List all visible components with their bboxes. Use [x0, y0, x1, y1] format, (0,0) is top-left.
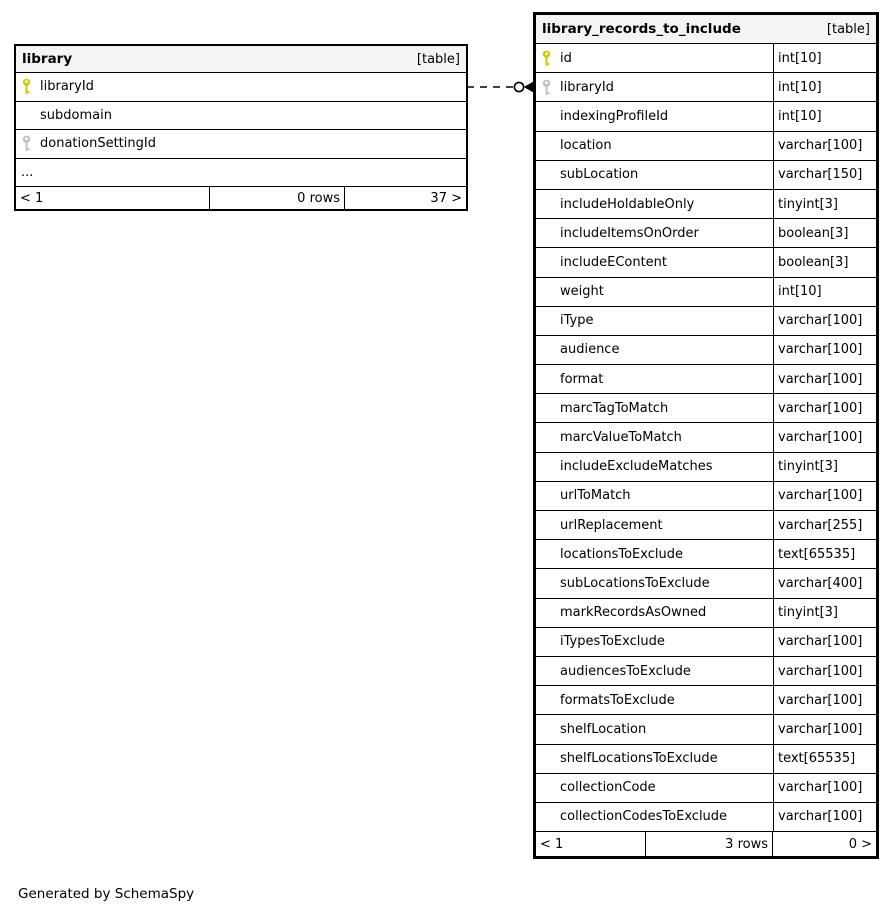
column-row-libraryId — [536, 73, 876, 102]
table-paginator-library — [16, 187, 466, 209]
column-row-indexingProfileId — [536, 102, 876, 131]
paginator-row-count: 0 rows — [210, 187, 345, 209]
column-name: donationSettingId — [40, 136, 156, 152]
column-row-iTypesToExclude — [536, 628, 876, 657]
table-node-library — [14, 44, 468, 211]
column-name: subLocationsToExclude — [560, 575, 710, 591]
table-columns-library — [16, 73, 466, 187]
table-columns-library-records-to-include — [536, 44, 876, 832]
column-row-includeEContent — [536, 248, 876, 277]
column-type: boolean[3] — [773, 219, 876, 247]
table-type-badge: [table] — [826, 21, 870, 37]
column-name: urlReplacement — [560, 517, 663, 533]
column-type: int[10] — [773, 278, 876, 306]
table-header-library-records-to-include[interactable] — [536, 15, 876, 44]
table-type-badge: [table] — [416, 51, 460, 67]
column-type: text[65535] — [773, 540, 876, 568]
column-row-ellipsis — [16, 159, 466, 188]
column-type: int[10] — [773, 73, 876, 101]
column-name: locationsToExclude — [560, 546, 683, 562]
column-name: includeItemsOnOrder — [560, 225, 699, 241]
primary-key-icon — [21, 78, 40, 95]
column-name: libraryId — [560, 79, 614, 95]
column-type: int[10] — [773, 102, 876, 130]
column-row-audience — [536, 336, 876, 365]
column-type: varchar[100] — [773, 686, 876, 714]
foreign-key-icon — [541, 79, 560, 96]
column-name: id — [560, 50, 572, 66]
column-row-includeExcludeMatches — [536, 453, 876, 482]
column-type: boolean[3] — [773, 248, 876, 276]
column-row-location — [536, 132, 876, 161]
column-type: varchar[100] — [773, 132, 876, 160]
column-row-formatsToExclude — [536, 686, 876, 715]
column-type: int[10] — [773, 44, 876, 72]
column-type: text[65535] — [773, 745, 876, 773]
table-name[interactable]: library — [22, 51, 73, 67]
paginator-next[interactable]: 37 > — [430, 190, 462, 206]
column-name: shelfLocationsToExclude — [560, 751, 718, 767]
generated-by-note: Generated by SchemaSpy — [18, 886, 195, 902]
column-name: iType — [560, 313, 594, 329]
column-type: varchar[100] — [773, 423, 876, 451]
column-row-libraryId — [16, 73, 466, 102]
column-row-collectionCode — [536, 774, 876, 803]
column-row-includeHoldableOnly — [536, 190, 876, 219]
column-type: varchar[100] — [773, 482, 876, 510]
column-type: varchar[100] — [773, 394, 876, 422]
column-name: libraryId — [40, 79, 94, 95]
column-row-shelfLocation — [536, 715, 876, 744]
paginator-next[interactable]: 0 > — [848, 836, 872, 852]
column-row-subdomain — [16, 102, 466, 131]
column-name: ... — [21, 164, 34, 180]
column-row-collectionCodesToExclude — [536, 803, 876, 832]
column-name: indexingProfileId — [560, 108, 669, 124]
column-type: varchar[100] — [773, 336, 876, 364]
column-row-markRecordsAsOwned — [536, 599, 876, 628]
column-row-marcValueToMatch — [536, 423, 876, 452]
column-type: tinyint[3] — [773, 190, 876, 218]
column-type: varchar[100] — [773, 628, 876, 656]
column-type: varchar[400] — [773, 569, 876, 597]
table-header-library[interactable] — [16, 46, 466, 73]
column-type: varchar[100] — [773, 803, 876, 831]
column-name: urlToMatch — [560, 488, 631, 504]
column-name: subLocation — [560, 167, 639, 183]
column-row-urlReplacement — [536, 511, 876, 540]
column-row-iType — [536, 307, 876, 336]
column-row-weight — [536, 278, 876, 307]
column-name: includeEContent — [560, 254, 668, 270]
column-name: marcTagToMatch — [560, 400, 669, 416]
column-type: varchar[100] — [773, 715, 876, 743]
column-name: markRecordsAsOwned — [560, 605, 707, 621]
table-node-library-records-to-include — [533, 12, 879, 859]
column-name: audience — [560, 342, 620, 358]
column-row-urlToMatch — [536, 482, 876, 511]
column-name: subdomain — [40, 107, 112, 123]
column-name: iTypesToExclude — [560, 634, 665, 650]
column-row-subLocation — [536, 161, 876, 190]
column-name: includeExcludeMatches — [560, 459, 713, 475]
column-row-audiencesToExclude — [536, 657, 876, 686]
column-row-locationsToExclude — [536, 540, 876, 569]
table-name[interactable]: library_records_to_include — [542, 21, 741, 37]
column-name: collectionCode — [560, 780, 656, 796]
column-name: includeHoldableOnly — [560, 196, 695, 212]
column-name: format — [560, 371, 604, 387]
foreign-key-icon — [21, 135, 40, 152]
column-name: formatsToExclude — [560, 692, 675, 708]
column-row-donationSettingId — [16, 130, 466, 159]
column-type: varchar[100] — [773, 657, 876, 685]
column-row-marcTagToMatch — [536, 394, 876, 423]
column-type: varchar[100] — [773, 774, 876, 802]
column-name: collectionCodesToExclude — [560, 809, 728, 825]
column-name: audiencesToExclude — [560, 663, 691, 679]
column-row-subLocationsToExclude — [536, 569, 876, 598]
column-type: varchar[100] — [773, 307, 876, 335]
table-paginator-library-records-to-include — [536, 832, 876, 856]
column-name: location — [560, 138, 612, 154]
column-type: varchar[150] — [773, 161, 876, 189]
paginator-prev[interactable]: < 1 — [16, 187, 210, 209]
column-row-id — [536, 44, 876, 73]
zero-cardinality-circle-icon — [514, 82, 523, 91]
paginator-row-count: 3 rows — [646, 832, 773, 856]
column-type: tinyint[3] — [773, 453, 876, 481]
paginator-prev[interactable]: < 1 — [536, 832, 646, 856]
column-row-format — [536, 365, 876, 394]
column-type: tinyint[3] — [773, 599, 876, 627]
column-name: weight — [560, 284, 604, 300]
column-row-shelfLocationsToExclude — [536, 745, 876, 774]
column-name: shelfLocation — [560, 721, 647, 737]
primary-key-icon — [541, 50, 560, 67]
column-name: marcValueToMatch — [560, 430, 682, 446]
relationship-connector — [460, 78, 535, 96]
arrowhead-icon — [524, 82, 533, 92]
column-type: varchar[255] — [773, 511, 876, 539]
column-row-includeItemsOnOrder — [536, 219, 876, 248]
column-type: varchar[100] — [773, 365, 876, 393]
